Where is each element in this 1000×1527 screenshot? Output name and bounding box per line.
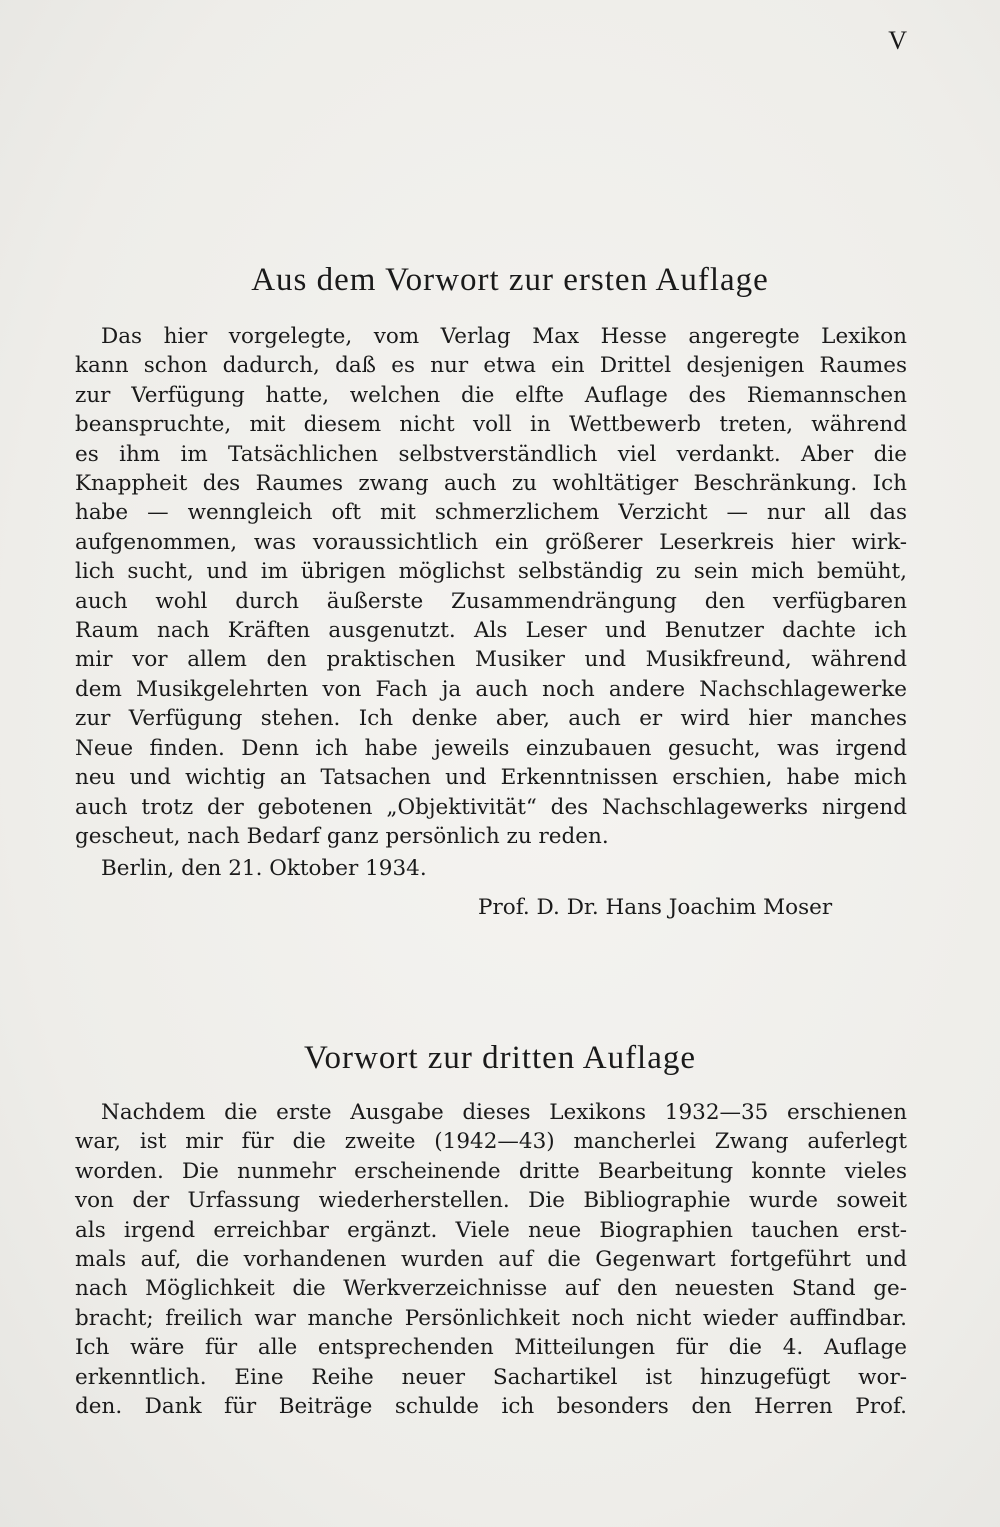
text-line: zur Verfügung stehen. Ich denke aber, auch er wird hier manches	[75, 706, 907, 732]
text-line: lich sucht, und im übrigen möglichst selbständig zu sein mich bemüht,	[75, 559, 907, 585]
text-line: aufgenommen, was voraussichtlich ein größerer Leserkreis hier wirk-	[75, 529, 907, 555]
text-line: Nachdem die erste Ausgabe dieses Lexikons 1932—35 erschienen	[101, 1100, 907, 1125]
text-line: von der Urfassung wiederherstellen. Die Bibliographie wurde soweit	[75, 1188, 907, 1214]
text-line: auch trotz der gebotenen „Objektivität“ des Nachschlagewerks nirgend	[75, 794, 907, 820]
preface-first-edition-paragraph	[75, 322, 907, 851]
text-line: kann schon dadurch, daß es nur etwa ein Drittel desjenigen Raumes	[75, 353, 907, 379]
text-line: gescheut, nach Bedarf ganz persönlich zu reden.	[75, 823, 609, 849]
text-line: den. Dank für Beiträge schulde ich besonders den Herren Prof.	[75, 1394, 907, 1420]
preface-third-edition-paragraph	[75, 1098, 907, 1421]
text-line: nach Möglichkeit die Werkverzeichnisse auf den neuesten Stand ge-	[75, 1276, 907, 1302]
text-line: Ich wäre für alle entsprechenden Mitteilungen für die 4. Auflage	[75, 1335, 907, 1361]
text-line: neu und wichtig an Tatsachen und Erkenntnissen erschien, habe mich	[75, 765, 907, 791]
text-line: zur Verfügung hatte, welchen die elfte Auflage des Riemannschen	[75, 382, 907, 408]
text-line: mir vor allem den praktischen Musiker und Musikfreund, während	[75, 647, 907, 673]
text-line: habe — wenngleich oft mit schmerzlichem Verzicht — nur all das	[75, 500, 907, 526]
text-line: Neue finden. Denn ich habe jeweils einzubauen gesucht, was irgend	[75, 735, 907, 761]
text-line: Das hier vorgelegte, vom Verlag Max Hesse angeregte Lexikon	[101, 324, 907, 349]
section-heading-first-edition: Aus dem Vorwort zur ersten Auflage	[251, 262, 769, 298]
text-line: worden. Die nunmehr erscheinende dritte Bearbeitung konnte vieles	[75, 1158, 907, 1184]
text-line: Knappheit des Raumes zwang auch zu wohltätiger Beschränkung. Ich	[75, 471, 907, 497]
preface-date: Berlin, den 21. Oktober 1934.	[101, 856, 427, 881]
page-number: V	[888, 26, 908, 55]
text-line: Raum nach Kräften ausgenutzt. Als Leser und Benutzer dachte ich	[75, 618, 907, 644]
text-line: es ihm im Tatsächlichen selbstverständlich viel verdankt. Aber die	[75, 441, 907, 467]
text-line: war, ist mir für die zweite (1942—43) mancherlei Zwang auferlegt	[75, 1129, 907, 1155]
text-line: bracht; freilich war manche Persönlichkeit noch nicht wieder auffindbar.	[75, 1305, 907, 1331]
text-line: beanspruchte, mit diesem nicht voll in Wettbewerb treten, während	[75, 412, 907, 438]
text-line: dem Musikgelehrten von Fach ja auch noch andere Nachschlagewerke	[75, 676, 907, 702]
text-line: erkenntlich. Eine Reihe neuer Sachartikel ist hinzugefügt wor-	[75, 1364, 907, 1390]
text-line: als irgend erreichbar ergänzt. Viele neue Biographien tauchen erst-	[75, 1217, 907, 1243]
text-line: auch wohl durch äußerste Zusammendrängung den verfügbaren	[75, 588, 907, 614]
section-heading-third-edition: Vorwort zur dritten Auflage	[303, 1040, 697, 1076]
author-signature: Prof. D. Dr. Hans Joachim Moser	[478, 895, 833, 920]
text-line: mals auf, die vorhandenen wurden auf die Gegenwart fortgeführt und	[75, 1247, 907, 1273]
